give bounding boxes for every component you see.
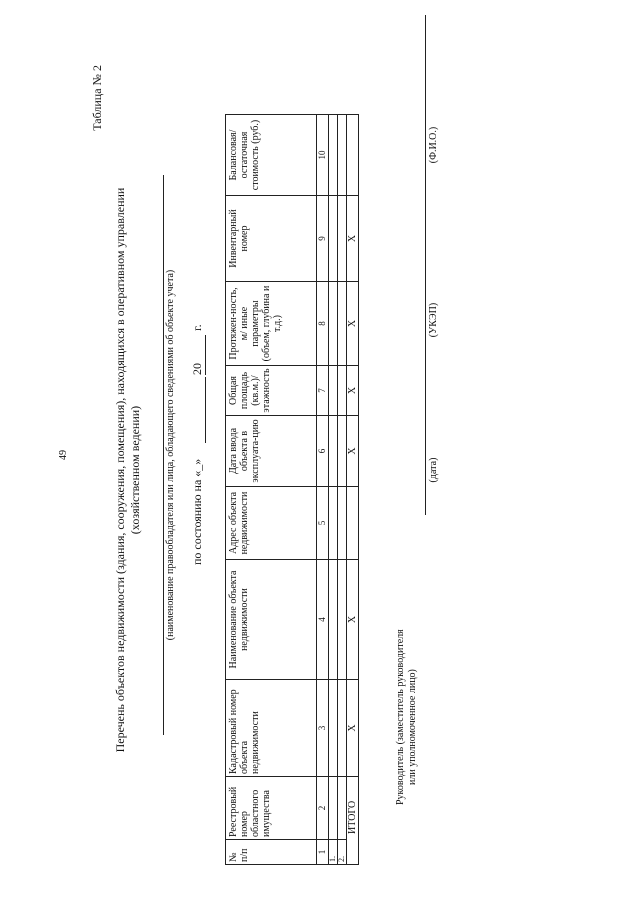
header-cell: № п/п: [226, 840, 317, 865]
column-number-row: [317, 115, 329, 865]
column-number: 9: [317, 196, 329, 282]
header-cell: Дата ввода объекта в эксплуата-цию: [226, 416, 317, 487]
table-header-row: [226, 115, 317, 865]
document-title: Перечень объектов недвижимости (здания, сооружения, помещения), находящихся в оперативном управлении: [113, 187, 127, 753]
column-number: 6: [317, 416, 329, 487]
column-number: 3: [317, 680, 329, 777]
signature-role-continuation: или уполномоченное лицо): [407, 669, 418, 785]
sign-label: (УКЭП): [428, 302, 439, 338]
column-number: 8: [317, 282, 329, 366]
total-mark: X: [347, 196, 359, 282]
document-title-continuation: (хозяйственном ведении): [128, 405, 142, 535]
real-estate-table: [225, 114, 359, 865]
header-cell: Протяжен-ность, м/ иные параметры (объем, глубина и т.д.): [226, 282, 317, 366]
header-cell: Наименование объекта недвижимости: [226, 560, 317, 680]
column-number: 7: [317, 366, 329, 416]
total-mark: X: [347, 416, 359, 487]
total-row: [347, 115, 359, 865]
as-of-label: по состоянию на «_»: [190, 458, 204, 565]
header-cell: Общая площадь (кв.м.)/ этажность: [226, 366, 317, 416]
signature-line: [425, 15, 426, 515]
header-cell: Реестровый номер областного имущества: [226, 777, 317, 840]
date-label: (дата): [428, 457, 439, 483]
as-of-year-prefix: 20: [190, 363, 204, 375]
table-row: [338, 115, 347, 865]
row-number: 1.: [329, 840, 338, 865]
total-mark: X: [347, 366, 359, 416]
row-number: 2.: [338, 840, 347, 865]
as-of-day-line: [205, 377, 206, 443]
signature-role: Руководитель (заместитель руководителя: [395, 629, 406, 805]
column-number: 2: [317, 777, 329, 840]
header-cell: Кадастровый номер объекта недвижимости: [226, 680, 317, 777]
column-number: 4: [317, 560, 329, 680]
table-label: Таблица № 2: [90, 65, 104, 131]
as-of-year-line: [205, 335, 206, 375]
table-row: [329, 115, 338, 865]
column-number: 1: [317, 840, 329, 865]
column-number: 5: [317, 487, 329, 560]
owner-name-line: [163, 175, 164, 735]
header-cell: Адрес объекта недвижимости: [226, 487, 317, 560]
name-label: (Ф.И.О.): [428, 126, 439, 164]
total-mark: X: [347, 680, 359, 777]
total-mark: X: [347, 560, 359, 680]
header-cell: Инвентарный номер: [226, 196, 317, 282]
owner-caption: (наименование правообладателя или лица, обладающего сведениями об объекте учета): [165, 269, 176, 641]
total-mark: X: [347, 282, 359, 366]
page-number: 49: [58, 450, 69, 460]
column-number: 10: [317, 115, 329, 196]
total-label: ИТОГО: [347, 777, 359, 865]
header-cell: Балансовая/ остаточная стоимость (руб.): [226, 115, 317, 196]
as-of-year-suffix: г.: [190, 324, 204, 331]
